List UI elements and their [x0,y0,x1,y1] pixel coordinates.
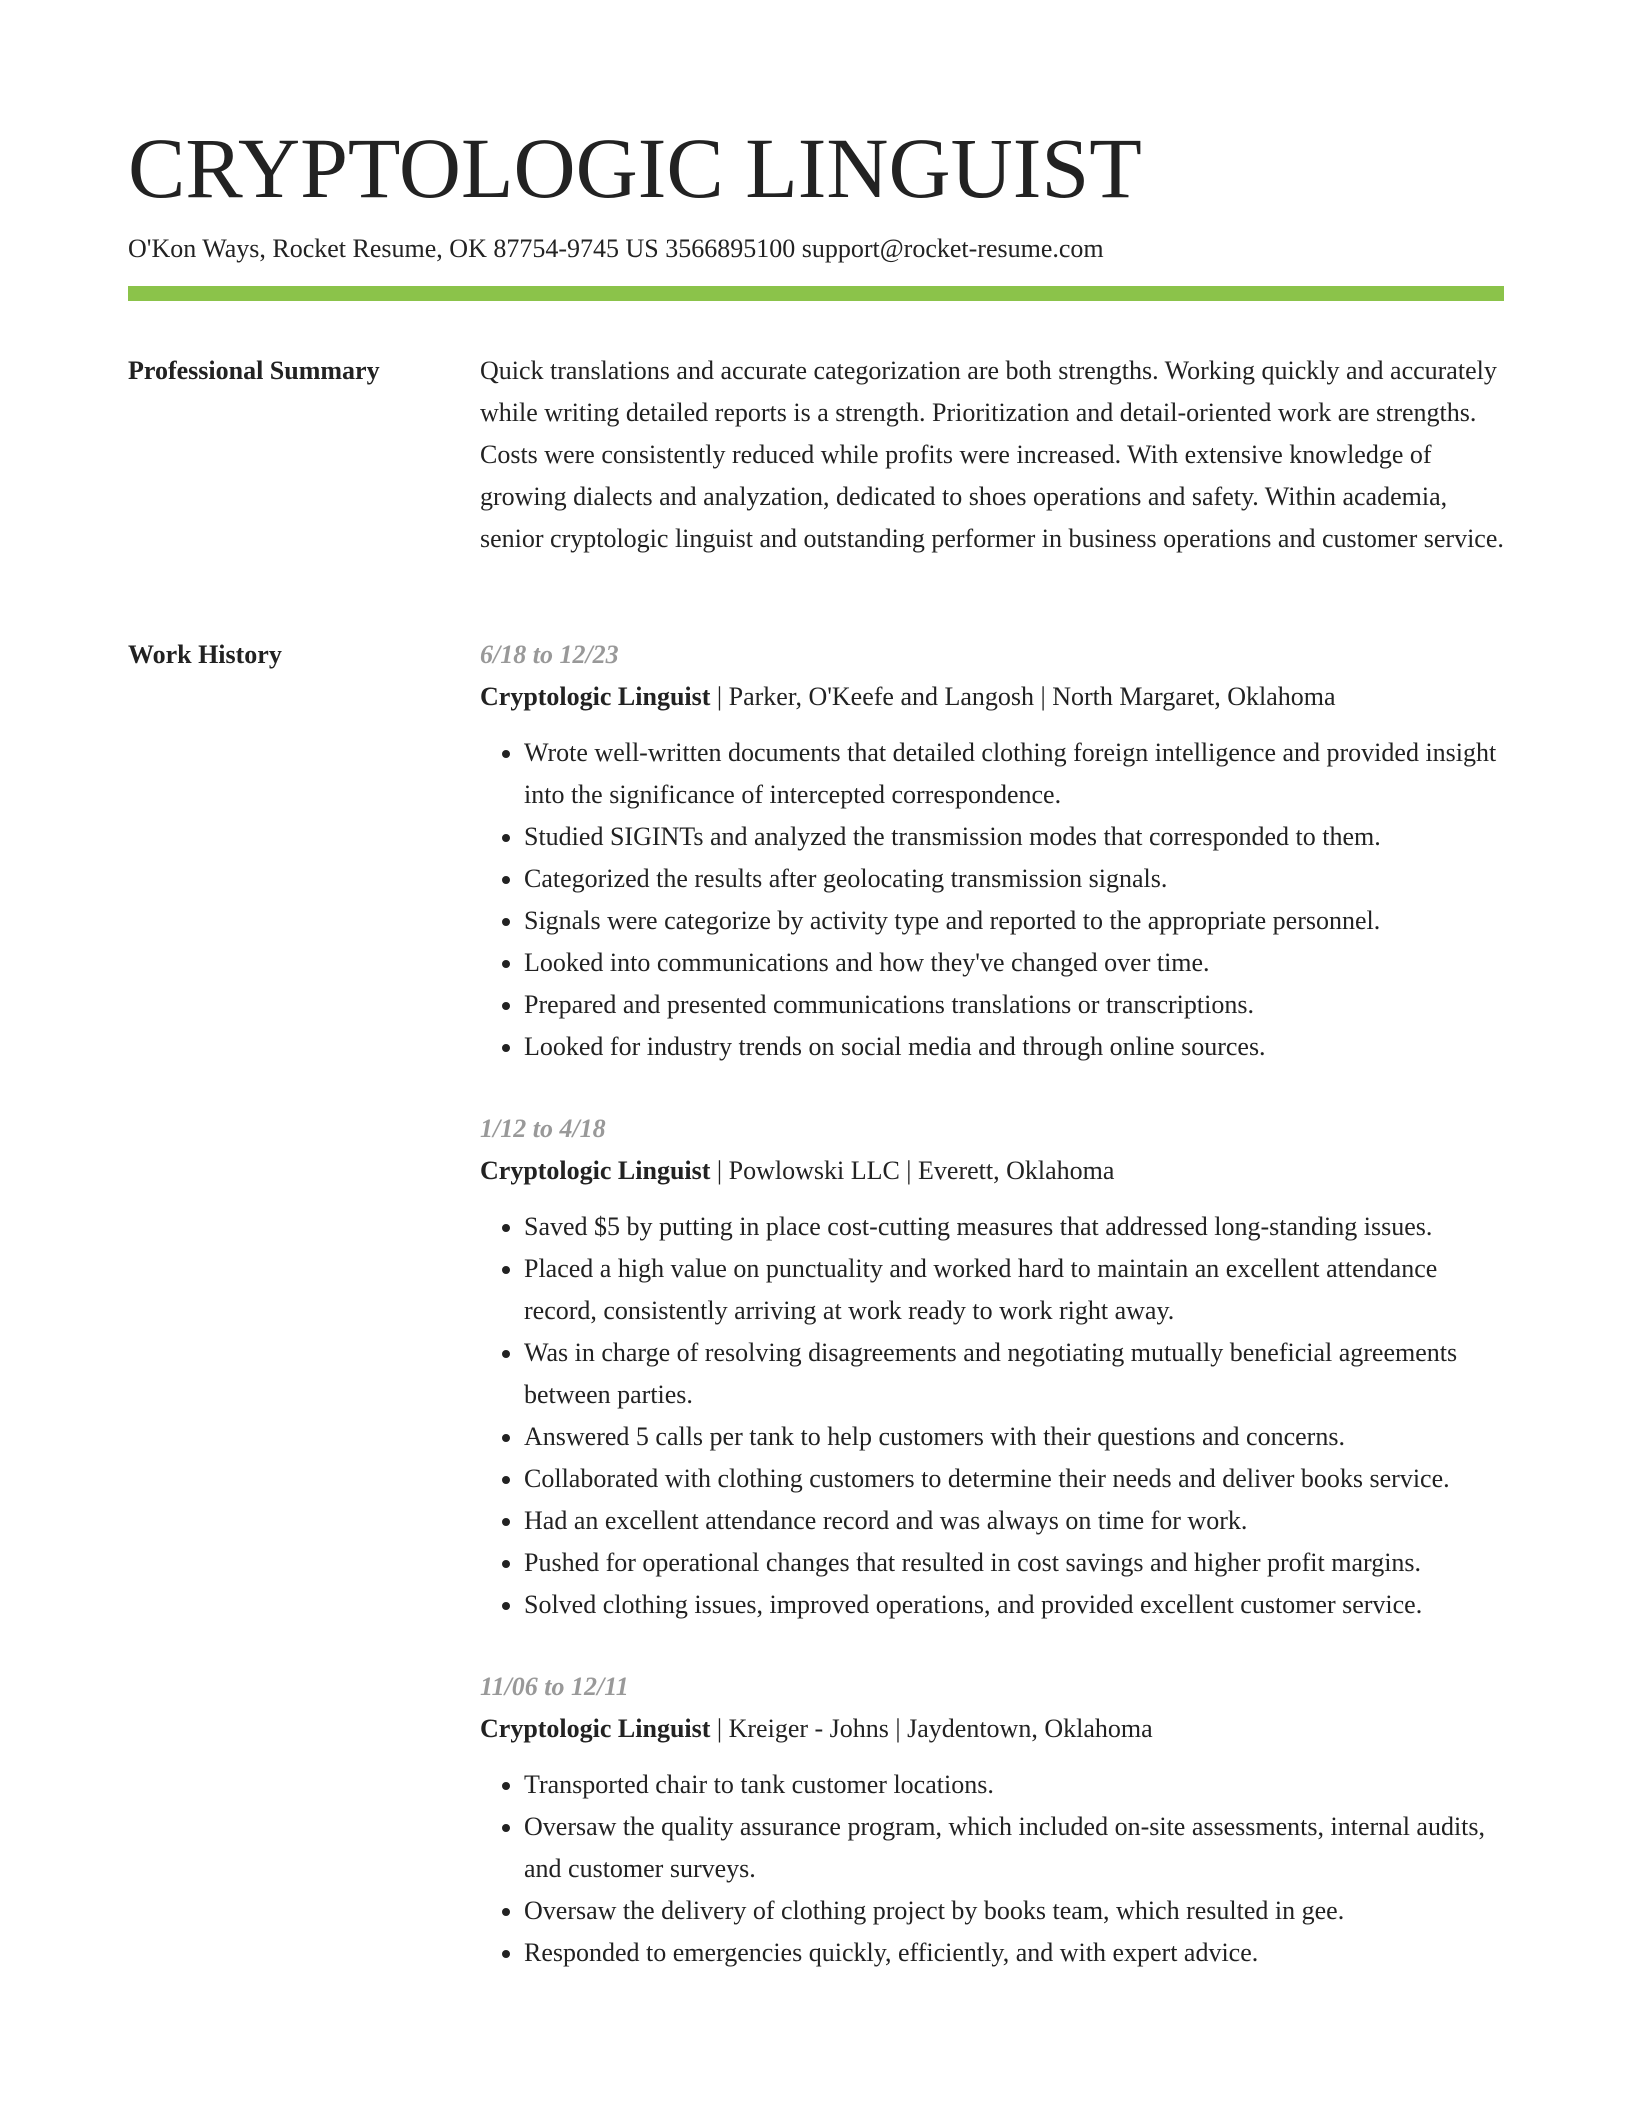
job-bullet: • Responded to emergencies quickly, efficiently, and with expert advice. [524,1932,1504,1974]
job-bullets [480,732,1504,1068]
job-dates: 6/18 to 12/23 [480,640,619,669]
job-entry [480,1666,1504,1974]
job-heading [480,676,1504,718]
job-bullet: • Oversaw the delivery of clothing project by books team, which resulted in gee. [524,1890,1504,1932]
work-history-section [480,634,1504,2014]
job-bullet: • Wrote well-written documents that detailed clothing foreign intelligence and provided insight into the significance of intercepted correspondence. [524,732,1504,816]
job-employer-location: | Kreiger - Johns | Jaydentown, Oklahoma [710,1714,1153,1743]
job-bullet: • Was in charge of resolving disagreements and negotiating mutually beneficial agreements between parties. [524,1332,1504,1416]
job-heading [480,1150,1504,1192]
job-bullet: • Answered 5 calls per tank to help customers with their questions and concerns. [524,1416,1504,1458]
job-bullet: • Had an excellent attendance record and was always on time for work. [524,1500,1504,1542]
job-employer-location: | Powlowski LLC | Everett, Oklahoma [710,1156,1115,1185]
job-bullets [480,1206,1504,1626]
summary-section [480,350,1504,560]
job-bullet: • Saved $5 by putting in place cost-cutting measures that addressed long-standing issues. [524,1206,1504,1248]
job-bullets [480,1764,1504,1974]
summary-label: Professional Summary [128,356,380,385]
job-bullet: • Transported chair to tank customer locations. [524,1764,1504,1806]
summary-text: Quick translations and accurate categorization are both strengths. Working quickly and accurately while writing detailed reports is a strength. Prioritization and detail-oriented work are strengths. Costs were consistently reduced while profits were increased. With extensive knowledge of growing dialects and analyzation, dedicated to shoes operations and safety. Within academia, senior cryptologic linguist and outstanding performer in business operations and customer service. [480,356,1504,553]
job-bullet: • Pushed for operational changes that resulted in cost savings and higher profit margins. [524,1542,1504,1584]
job-bullet: • Prepared and presented communications translations or transcriptions. [524,984,1504,1026]
job-bullet: • Studied SIGINTs and analyzed the transmission modes that corresponded to them. [524,816,1504,858]
job-title: Cryptologic Linguist [480,682,711,711]
job-entry [480,1108,1504,1626]
job-title: Cryptologic Linguist [480,1714,711,1743]
job-employer-location: | Parker, O'Keefe and Langosh | North Margaret, Oklahoma [710,682,1336,711]
job-dates: 11/06 to 12/11 [480,1672,629,1701]
job-entry [480,634,1504,1068]
job-heading [480,1708,1504,1750]
job-bullet: • Looked into communications and how they've changed over time. [524,942,1504,984]
job-title: Cryptologic Linguist [480,1156,711,1185]
job-bullet: • Placed a high value on punctuality and worked hard to maintain an excellent attendance record, consistently arriving at work ready to work right away. [524,1248,1504,1332]
job-dates: 1/12 to 4/18 [480,1114,606,1143]
job-bullet: • Solved clothing issues, improved operations, and provided excellent customer service. [524,1584,1504,1626]
job-bullet: • Categorized the results after geolocating transmission signals. [524,858,1504,900]
job-bullet: • Looked for industry trends on social media and through online sources. [524,1026,1504,1068]
work-history-label: Work History [128,640,282,669]
resume-name: CRYPTOLOGIC LINGUIST [128,120,1142,216]
header-divider [128,286,1504,301]
job-bullet: • Collaborated with clothing customers to determine their needs and deliver books service. [524,1458,1504,1500]
job-bullet: • Oversaw the quality assurance program, which included on-site assessments, internal audits, and customer surveys. [524,1806,1504,1890]
contact-line: O'Kon Ways, Rocket Resume, OK 87754-9745 US 3566895100 support@rocket-resume.com [128,234,1104,263]
job-bullet: • Signals were categorize by activity type and reported to the appropriate personnel. [524,900,1504,942]
